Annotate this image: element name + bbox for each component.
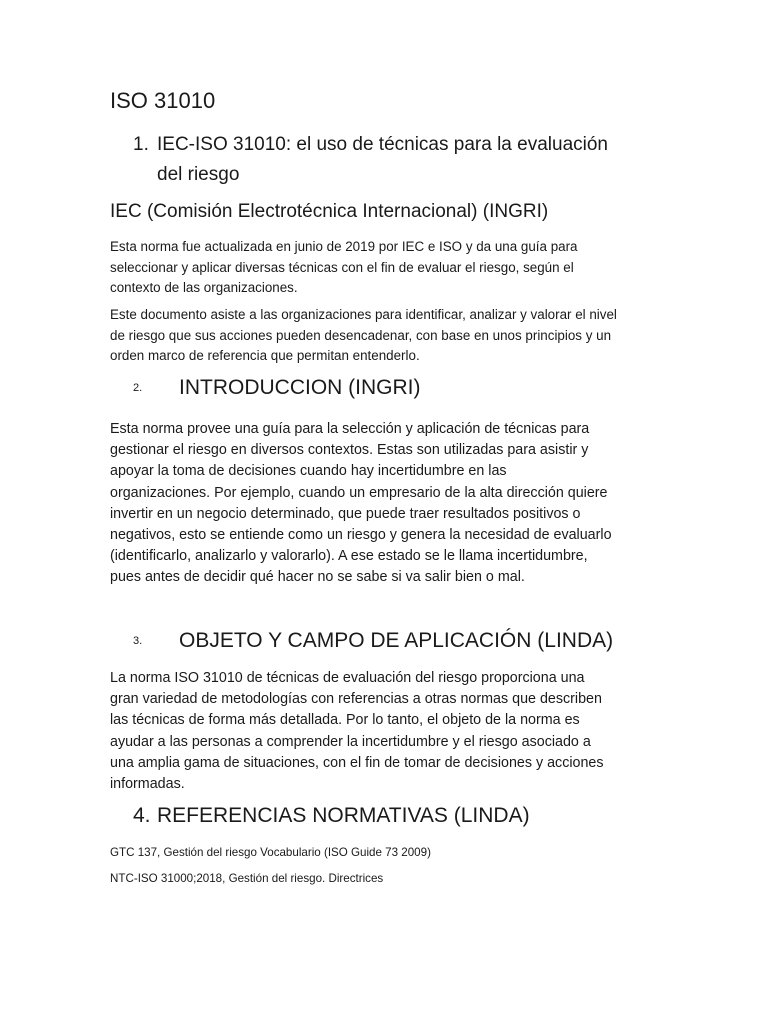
paragraph-line: La norma ISO 31010 de técnicas de evaluación del riesgo proporciona una xyxy=(110,670,585,686)
section-2-heading xyxy=(133,376,420,400)
paragraph-line: Esta norma fue actualizada en junio de 2019 por IEC e ISO y da una guía para xyxy=(110,239,578,254)
paragraph-line: negativos, esto se entiende como un riesgo y genera la necesidad de evaluarlo xyxy=(110,527,612,544)
reference-2: NTC-ISO 31000;2018, Gestión del riesgo. Directrices xyxy=(110,872,384,885)
paragraph-line: ayudar a las personas a comprender la incertidumbre y el riesgo asociado a xyxy=(110,733,591,750)
paragraph-line: contexto de las organizaciones. xyxy=(110,280,298,295)
section-1-number: 1. xyxy=(133,134,149,155)
paragraph-line: de riesgo que sus acciones pueden desencadenar, con base en unos principios y un xyxy=(110,327,612,343)
paragraph-3 xyxy=(110,419,612,589)
section-4-number: 4. xyxy=(133,804,151,827)
paragraph-line: Esta norma provee una guía para la selección y aplicación de técnicas para xyxy=(110,421,590,437)
paragraph-line: una amplia gama de situaciones, con el fin de tomar de decisiones y acciones xyxy=(110,754,604,771)
section-3-number: 3. xyxy=(133,635,143,648)
reference-1: GTC 137, Gestión del riesgo Vocabulario (ISO Guide 73 2009) xyxy=(110,846,431,859)
section-4-title: REFERENCIAS NORMATIVAS (LINDA) xyxy=(157,804,530,827)
section-2-title: INTRODUCCION (INGRI) xyxy=(179,376,421,399)
paragraph-4 xyxy=(110,668,604,795)
paragraph-line: pues antes de decidir qué hacer no se sabe si va salir bien o mal. xyxy=(110,569,525,586)
section-subtitle: IEC (Comisión Electrotécnica Internacional) (INGRI) xyxy=(110,201,549,222)
paragraph-1 xyxy=(110,237,578,299)
paragraph-line: (identificarlo, analizarlo y valorarlo). A ese estado se le llama incertidumbre, xyxy=(110,548,588,565)
section-4-heading xyxy=(133,804,530,828)
paragraph-line: gestionar el riesgo en diversos contextos. Estas son utilizadas para asistir y xyxy=(110,442,589,459)
paragraph-line: Este documento asiste a las organizaciones para identificar, analizar y valorar el nivel xyxy=(110,307,617,322)
section-1-line-1: IEC-ISO 31010: el uso de técnicas para la evaluación xyxy=(157,134,608,155)
paragraph-line: invertir en un negocio determinado, que puede traer resultados positivos o xyxy=(110,505,581,522)
page-title: ISO 31010 xyxy=(110,88,216,113)
paragraph-line: informadas. xyxy=(110,776,185,793)
section-3-title: OBJETO Y CAMPO DE APLICACIÓN (LINDA) xyxy=(179,629,614,652)
section-2-number: 2. xyxy=(133,382,143,395)
paragraph-line: organizaciones. Por ejemplo, cuando un empresario de la alta dirección quiere xyxy=(110,484,608,501)
paragraph-line: apoyar la toma de decisiones cuando hay incertidumbre en las xyxy=(110,463,507,480)
paragraph-2 xyxy=(110,305,617,367)
paragraph-line: orden marco de referencia que permitan entenderlo. xyxy=(110,348,420,363)
section-1-line-2: del riesgo xyxy=(157,164,240,185)
paragraph-line: las técnicas de forma más detallada. Por lo tanto, el objeto de la norma es xyxy=(110,712,580,729)
paragraph-line: seleccionar y aplicar diversas técnicas con el fin de evaluar el riesgo, según el xyxy=(110,259,574,275)
paragraph-line: gran variedad de metodologías con referencias a otras normas que describen xyxy=(110,691,602,708)
section-1-heading xyxy=(133,130,608,160)
section-3-heading xyxy=(133,629,613,653)
